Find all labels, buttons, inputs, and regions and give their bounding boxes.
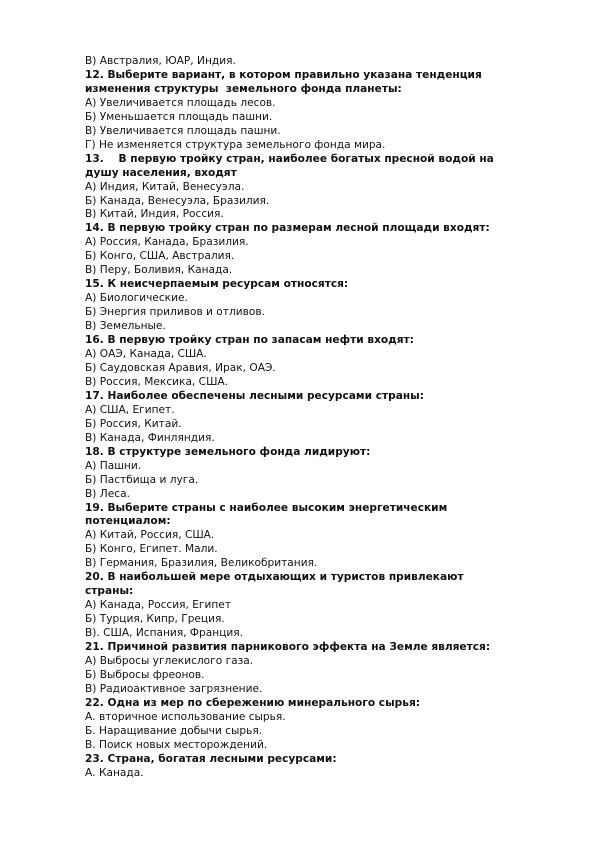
answer-option: Б) Турция, Кипр, Греция. xyxy=(85,613,225,626)
answer-option: Б) Уменьшается площадь пашни. xyxy=(85,110,273,123)
answer-option: А) Индия, Китай, Венесуэла. xyxy=(85,180,245,193)
answer-option: Б) Выбросы фреонов. xyxy=(85,668,205,681)
answer-option: А) Китай, Россия, США. xyxy=(85,529,215,542)
document-page xyxy=(85,55,555,781)
answer-option: Б) Саудовская Аравия, Ирак, ОАЭ. xyxy=(85,361,276,374)
answer-option: А) Выбросы углекислого газа. xyxy=(85,654,254,667)
answer-option: В) Австралия, ЮАР, Индия. xyxy=(85,55,236,67)
question-text: душу населения, входят xyxy=(85,166,237,179)
question-text: 14. В первую тройку стран по размерам лесной площади входят: xyxy=(85,222,490,235)
question-text: 15. К неисчерпаемым ресурсам относятся: xyxy=(85,278,349,291)
answer-option: Г) Не изменяется структура земельного фонда мира. xyxy=(85,138,386,151)
answer-option: Б. Наращивание добычи сырья. xyxy=(85,724,263,737)
question-text: 23. Страна, богатая лесными ресурсами: xyxy=(85,752,337,765)
answer-option: В) Радиоактивное загрязнение. xyxy=(85,682,263,695)
answer-option: А. Канада. xyxy=(85,766,144,779)
question-text: страны: xyxy=(85,585,134,598)
question-text: 22. Одна из мер по сбережению минерального сырья: xyxy=(85,696,420,709)
answer-option: В). США, Испания, Франция. xyxy=(85,627,244,640)
answer-option: А) ОАЭ, Канада, США. xyxy=(85,348,207,361)
question-text: 20. В наибольшей мере отдыхающих и туристов привлекают xyxy=(85,571,464,584)
answer-option: Б) Канада, Венесуэла, Бразилия. xyxy=(85,194,270,207)
answer-option: В) Канада, Финляндия. xyxy=(85,431,215,444)
question-text: 17. Наиболее обеспечены лесными ресурсами страны: xyxy=(85,389,424,402)
answer-option: А) Канада, Россия, Египет xyxy=(85,599,232,612)
question-text: 18. В структуре земельного фонда лидируют: xyxy=(85,445,371,458)
answer-option: А) Россия, Канада, Бразилия. xyxy=(85,236,249,249)
answer-option: В) Увеличивается площадь пашни. xyxy=(85,124,281,137)
answer-option: В. Поиск новых месторождений. xyxy=(85,738,268,751)
question-text: 13. В первую тройку стран, наиболее богатых пресной водой на xyxy=(85,152,494,165)
answer-option: В) Германия, Бразилия, Великобритания. xyxy=(85,557,318,570)
answer-option: В) Перу, Боливия, Канада. xyxy=(85,264,233,277)
question-text: потенциалом: xyxy=(85,515,171,528)
question-text: 16. В первую тройку стран по запасам нефти входят: xyxy=(85,334,414,347)
answer-option: А) США, Египет. xyxy=(85,403,175,416)
answer-option: Б) Конго, Египет. Мали. xyxy=(85,543,218,556)
answer-option: А. вторичное использование сырья. xyxy=(85,710,286,723)
question-text: 21. Причиной развития парникового эффекта на Земле является: xyxy=(85,641,491,654)
answer-option: В) Леса. xyxy=(85,487,130,500)
answer-option: В) Земельные. xyxy=(85,320,166,333)
answer-option: Б) Конго, США, Австралия. xyxy=(85,250,235,263)
answer-option: А) Пашни. xyxy=(85,459,142,472)
answer-option: А) Увеличивается площадь лесов. xyxy=(85,96,276,109)
answer-option: А) Биологические. xyxy=(85,292,188,305)
answer-option: В) Россия, Мексика, США. xyxy=(85,375,229,388)
answer-option: Б) Пастбища и луга. xyxy=(85,473,199,486)
answer-option: Б) Россия, Китай. xyxy=(85,417,182,430)
answer-option: Б) Энергия приливов и отливов. xyxy=(85,306,265,319)
question-text: 12. Выберите вариант, в котором правильно указана тенденция xyxy=(85,68,482,81)
answer-option: В) Китай, Индия, Россия. xyxy=(85,208,224,221)
question-text: изменения структуры земельного фонда планеты: xyxy=(85,82,402,95)
question-text: 19. Выберите страны с наиболее высоким энергетическим xyxy=(85,501,448,514)
